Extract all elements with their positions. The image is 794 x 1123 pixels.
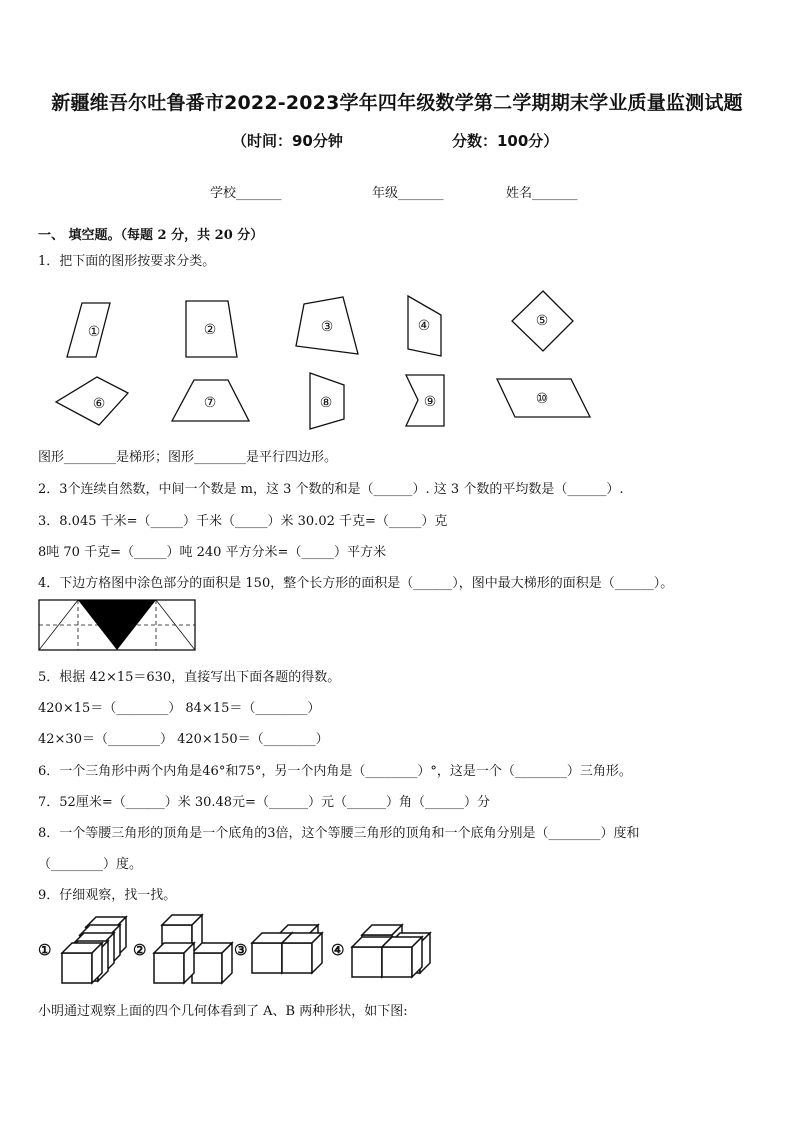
question-5-line2: 42×30＝（________） 420×150＝（________） [38, 732, 329, 747]
question-3-line1: 3．8.045 千米=（_____）千米（_____）米 30.02 千克=（_____）克 [38, 514, 448, 529]
solid-label-4: ④ [331, 941, 345, 959]
shape-label-10: ⑩ [535, 391, 549, 407]
solid-label-2: ② [133, 941, 147, 959]
shape-label-9: ⑨ [423, 394, 437, 410]
question-9-footer: 小明通过观察上面的四个几何体看到了 A、B 两种形状，如下图: [38, 1004, 408, 1019]
solid-3 [252, 925, 322, 973]
shape-label-7: ⑦ [203, 395, 217, 411]
q9-cubes-figure [36, 913, 436, 985]
solid-1 [62, 917, 126, 983]
question-6: 6．一个三角形中两个内角是46°和75°，另一个内角是（________）°，这是一个（________）三角形。 [38, 764, 632, 779]
section-heading: 一、 填空题。（每题 2 分，共 20 分） [38, 228, 264, 243]
name-field[interactable]: 姓名_______ [506, 186, 578, 201]
question-5: 5．根据 42×15＝630，直接写出下面各题的得数。 [38, 670, 341, 685]
question-4: 4．下边方格图中涂色部分的面积是 150，整个长方形的面积是（______），图中最大梯形的面积是（______）。 [38, 576, 674, 591]
solid-label-1: ① [38, 941, 52, 959]
question-3-line2: 8吨 70 千克=（_____）吨 240 平方分米=（_____）平方米 [38, 545, 386, 560]
shape-label-6: ⑥ [92, 396, 106, 412]
q1-shapes-figure [40, 285, 620, 430]
shape-label-3: ③ [320, 319, 334, 335]
solid-2 [154, 915, 232, 983]
solid-label-3: ③ [234, 941, 248, 959]
page-title: 新疆维吾尔吐鲁番市2022-2023学年四年级数学第二学期期末学业质量监测试题 [51, 92, 743, 114]
question-7: 7．52厘米=（______）米 30.48元=（______）元（______）角（______）分 [38, 795, 490, 810]
question-9: 9．仔细观察，找一找。 [38, 888, 177, 903]
q1-answer: 图形________是梯形；图形________是平行四边形。 [38, 450, 338, 465]
grade-field[interactable]: 年级_______ [372, 186, 444, 201]
question-8-line1: 8．一个等腰三角形的顶角是一个底角的3倍，这个等腰三角形的顶角和一个底角分别是（________）度和 [38, 826, 640, 841]
exam-time: （时间：90分钟 [232, 132, 343, 150]
question-8-line2: （________）度。 [38, 857, 143, 872]
shape-label-4: ④ [417, 318, 431, 334]
q4-grid-figure [38, 598, 198, 654]
exam-score: 分数：100分） [452, 132, 559, 150]
shape-label-1: ① [87, 324, 101, 340]
shape-label-5: ⑤ [535, 313, 549, 329]
question-1: 1．把下面的图形按要求分类。 [38, 254, 216, 269]
question-5-line1: 420×15＝（________） 84×15＝（________） [38, 701, 321, 716]
question-2: 2．3个连续自然数，中间一个数是 m，这 3 个数的和是（______）. 这 3 个数的平均数是（______）. [38, 482, 624, 497]
solid-4 [352, 925, 430, 977]
shape-label-2: ② [203, 322, 217, 338]
shape-label-8: ⑧ [319, 395, 333, 411]
school-field[interactable]: 学校_______ [210, 186, 282, 201]
